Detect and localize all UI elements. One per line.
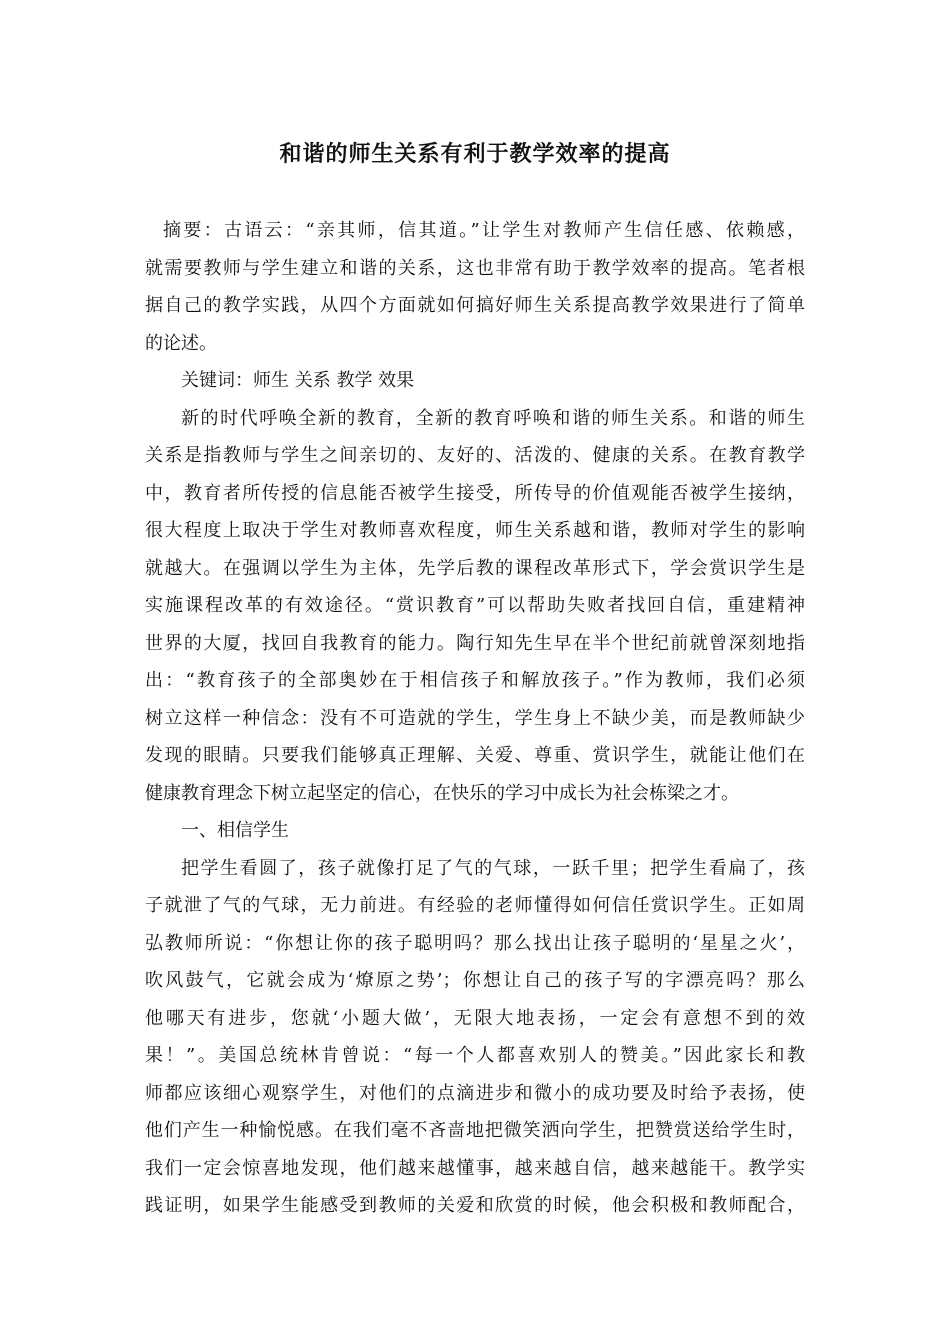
paragraph-line: 吹风鼓气，它就会成为‘燎原之势’；你想让自己的孩子写的字漂亮吗？那么 — [145, 970, 805, 991]
abstract-line: 据自己的教学实践，从四个方面就如何搞好师生关系提高教学效果进行了简单 — [145, 295, 805, 316]
paragraph-line: 子就泄了气的气球，无力前进。有经验的老师懂得如何信任赏识学生。正如周 — [145, 895, 805, 916]
paragraph-line: 实施课程改革的有效途径。“赏识教育”可以帮助失败者找回自信，重建精神 — [145, 595, 805, 616]
paragraph-line: 他们产生一种愉悦感。在我们毫不吝啬地把微笑洒向学生，把赞赏送给学生时， — [145, 1120, 805, 1141]
paragraph-line: 他哪天有进步，您就‘小题大做’，无限大地表扬，一定会有意想不到的效 — [145, 1007, 805, 1029]
paragraph-line: 出：“教育孩子的全部奥妙在于相信孩子和解放孩子。”作为教师，我们必须 — [145, 670, 805, 691]
paragraph-line: 新的时代呼唤全新的教育，全新的教育呼唤和谐的师生关系。和谐的师生 — [181, 407, 805, 429]
paragraph-line: 果！”。美国总统林肯曾说：“每一个人都喜欢别人的赞美。”因此家长和教 — [145, 1045, 805, 1066]
paragraph-line: 弘教师所说：“你想让你的孩子聪明吗？那么找出让孩子聪明的‘星星之火’， — [145, 932, 805, 954]
paragraph-line: 世界的大厦，找回自我教育的能力。陶行知先生早在半个世纪前就曾深刻地指 — [145, 632, 805, 654]
paragraph-line: 把学生看圆了，孩子就像打足了气的气球，一跃千里；把学生看扁了，孩 — [181, 857, 805, 879]
paragraph-line: 关系是指教师与学生之间亲切的、友好的、活泼的、健康的关系。在教育教学 — [145, 445, 805, 466]
abstract-line: 就需要教师与学生建立和谐的关系，这也非常有助于教学效率的提高。笔者根 — [145, 257, 805, 279]
paragraph-line: 中，教育者所传授的信息能否被学生接受，所传导的价值观能否被学生接纳， — [145, 482, 805, 504]
document-title: 和谐的师生关系有利于教学效率的提高 — [279, 141, 671, 167]
paragraph-line: 树立这样一种信念：没有不可造就的学生，学生身上不缺少美，而是教师缺少 — [145, 707, 805, 729]
abstract-line: 摘要：古语云：“亲其师，信其道。”让学生对教师产生信任感、依赖感， — [163, 220, 805, 241]
document-body — [145, 212, 805, 1225]
keywords-line: 关键词：师生 关系 教学 效果 — [181, 370, 415, 391]
paragraph-line: 健康教育理念下树立起坚定的信心，在快乐的学习中成长为社会栋梁之才。 — [145, 782, 739, 804]
paragraph-line: 很大程度上取决于学生对教师喜欢程度，师生关系越和谐，教师对学生的影响 — [145, 520, 805, 541]
abstract-line: 的论述。 — [145, 332, 217, 354]
paragraph-line: 就越大。在强调以学生为主体，先学后教的课程改革形式下，学会赏识学生是 — [145, 557, 805, 579]
paragraph-line: 发现的眼睛。只要我们能够真正理解、关爱、尊重、赏识学生，就能让他们在 — [145, 745, 805, 766]
section-heading: 一、相信学生 — [181, 820, 289, 841]
paragraph-line: 师都应该细心观察学生，对他们的点滴进步和微小的成功要及时给予表扬，使 — [145, 1082, 805, 1104]
paragraph-line: 我们一定会惊喜地发现，他们越来越懂事，越来越自信，越来越能干。教学实 — [145, 1157, 805, 1179]
paragraph-line: 践证明，如果学生能感受到教师的关爱和欣赏的时候，他会积极和教师配合， — [145, 1195, 805, 1216]
